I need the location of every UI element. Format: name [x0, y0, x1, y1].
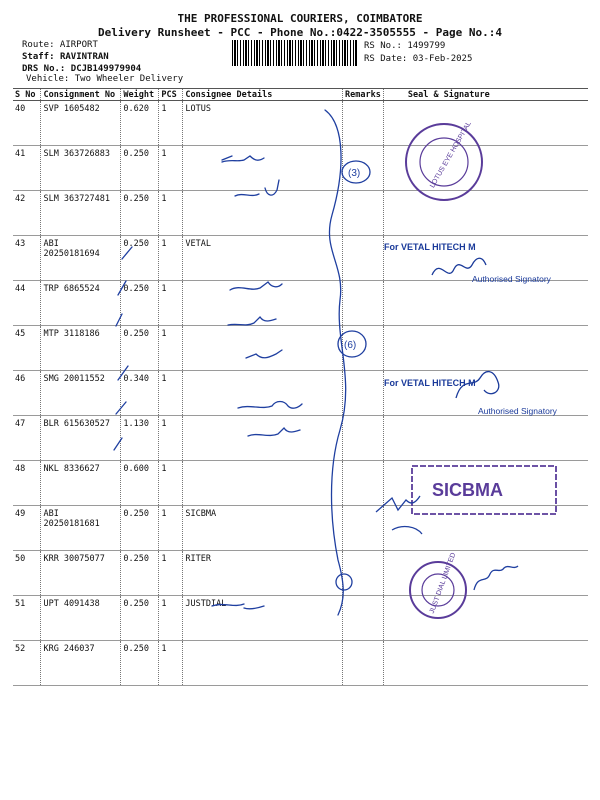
- cell-weight: 0.250: [121, 326, 159, 371]
- cell-weight: 0.250: [121, 281, 159, 326]
- cell-consignment: SVP 1605482: [41, 101, 121, 146]
- cell-pcs: 1: [159, 191, 183, 236]
- cell-consignee: [183, 281, 343, 326]
- cell-pcs: 1: [159, 416, 183, 461]
- cell-consignee: [183, 416, 343, 461]
- barcode: [232, 40, 358, 66]
- table-row: [13, 281, 588, 326]
- cell-pcs: 1: [159, 326, 183, 371]
- cell-remarks: [343, 101, 384, 146]
- cell-sno: 46: [13, 371, 41, 416]
- cell-consignment: SLM 363727481: [41, 191, 121, 236]
- cell-remarks: [343, 371, 384, 416]
- cell-sno: 52: [13, 641, 41, 686]
- col-header-remarks: Remarks: [343, 89, 384, 101]
- cell-remarks: [343, 281, 384, 326]
- drs-label: DRS No.:: [22, 64, 66, 74]
- cell-seal: [383, 641, 588, 686]
- cell-seal: [383, 146, 588, 191]
- cell-consignee: [183, 146, 343, 191]
- col-header-sno: S No: [13, 89, 41, 101]
- cell-weight: 0.250: [121, 236, 159, 281]
- table-row: [13, 506, 588, 551]
- cell-seal: [383, 596, 588, 641]
- cell-sno: 49: [13, 506, 41, 551]
- cell-consignment: TRP 6865524: [41, 281, 121, 326]
- col-header-pcs: PCS: [159, 89, 183, 101]
- route-label: Route: AIRPORT: [22, 40, 98, 50]
- cell-sno: 45: [13, 326, 41, 371]
- company-title: THE PROFESSIONAL COURIERS, COIMBATORE: [177, 12, 423, 25]
- vetal-stamp-2-sub: Authorised Signatory: [478, 406, 557, 416]
- cell-consignee: [183, 326, 343, 371]
- col-header-consignment: Consignment No: [41, 89, 121, 101]
- table-row: [13, 461, 588, 506]
- cell-consignee: [183, 641, 343, 686]
- cell-pcs: 1: [159, 371, 183, 416]
- rs-number: RS No.: 1499799: [364, 41, 446, 51]
- cell-weight: 0.250: [121, 191, 159, 236]
- drs-value: DCJB149979904: [70, 64, 142, 74]
- cell-consignee: LOTUS: [183, 101, 343, 146]
- cell-consignment: SMG 20011552: [41, 371, 121, 416]
- table-row: [13, 416, 588, 461]
- table-row: [13, 326, 588, 371]
- cell-seal: [383, 461, 588, 506]
- cell-weight: 0.250: [121, 506, 159, 551]
- vehicle-label: Vehicle: Two Wheeler Delivery: [26, 74, 184, 84]
- cell-consignee: JUSTDIAL: [183, 596, 343, 641]
- table-row: [13, 101, 588, 146]
- cell-weight: 0.600: [121, 461, 159, 506]
- justdial-seal-text: JUST DIAL LIMITED: [428, 551, 458, 615]
- cell-sno: 47: [13, 416, 41, 461]
- cell-consignee: RITER: [183, 551, 343, 596]
- cell-weight: 0.250: [121, 641, 159, 686]
- cell-remarks: [343, 146, 384, 191]
- cell-sno: 44: [13, 281, 41, 326]
- vetal-stamp-2-text: For VETAL HITECH M: [384, 378, 476, 388]
- cell-consignment: KRG 246037: [41, 641, 121, 686]
- cell-pcs: 1: [159, 596, 183, 641]
- cell-consignee: VETAL: [183, 236, 343, 281]
- cell-sno: 43: [13, 236, 41, 281]
- cell-pcs: 1: [159, 281, 183, 326]
- cell-pcs: 1: [159, 236, 183, 281]
- cell-sno: 41: [13, 146, 41, 191]
- staff-line: [22, 52, 109, 62]
- cell-weight: 0.250: [121, 596, 159, 641]
- table-row: [13, 236, 588, 281]
- cell-consignment: UPT 4091438: [41, 596, 121, 641]
- cell-sno: 50: [13, 551, 41, 596]
- col-header-consignee: Consignee Details: [183, 89, 343, 101]
- table-row: [13, 641, 588, 686]
- cell-consignment: SLM 363726883: [41, 146, 121, 191]
- cell-consignee: [183, 461, 343, 506]
- cell-weight: 0.250: [121, 551, 159, 596]
- cell-remarks: [343, 506, 384, 551]
- cell-weight: 0.250: [121, 146, 159, 191]
- runsheet-subtitle: Delivery Runsheet - PCC - Phone No.:0422-3505555 - Page No.:4: [98, 26, 502, 39]
- table-row: [13, 191, 588, 236]
- cell-seal: [383, 506, 588, 551]
- table-row: [13, 596, 588, 641]
- cell-sno: 40: [13, 101, 41, 146]
- cell-remarks: [343, 461, 384, 506]
- cell-seal: [383, 551, 588, 596]
- cell-weight: 1.130: [121, 416, 159, 461]
- table-header-row: [13, 89, 588, 101]
- cell-consignment: NKL 8336627: [41, 461, 121, 506]
- cell-pcs: 1: [159, 101, 183, 146]
- cell-seal: [383, 326, 588, 371]
- table-row: [13, 146, 588, 191]
- cell-pcs: 1: [159, 506, 183, 551]
- vetal-stamp-1-text: For VETAL HITECH M: [384, 242, 476, 252]
- staff-label: Staff:: [22, 52, 55, 62]
- table-row: [13, 371, 588, 416]
- cell-remarks: [343, 551, 384, 596]
- remark-mark-row41: (3): [348, 168, 361, 179]
- rs-date: RS Date: 03-Feb-2025: [364, 54, 473, 64]
- cell-consignee: SICBMA: [183, 506, 343, 551]
- cell-sno: 51: [13, 596, 41, 641]
- cell-weight: 0.620: [121, 101, 159, 146]
- cell-seal: [383, 101, 588, 146]
- col-header-seal: Seal & Signature: [383, 89, 588, 101]
- cell-remarks: [343, 416, 384, 461]
- cell-weight: 0.340: [121, 371, 159, 416]
- cell-consignment: BLR 615630527: [41, 416, 121, 461]
- cell-sno: 42: [13, 191, 41, 236]
- cell-remarks: [343, 191, 384, 236]
- cell-remarks: [343, 596, 384, 641]
- cell-consignment: KRR 30075077: [41, 551, 121, 596]
- runsheet-table: [13, 88, 588, 686]
- table-row: [13, 551, 588, 596]
- cell-remarks: [343, 326, 384, 371]
- cell-seal: [383, 371, 588, 416]
- drs-line: [22, 64, 141, 74]
- cell-pcs: 1: [159, 146, 183, 191]
- cell-consignee: [183, 191, 343, 236]
- cell-seal: [383, 416, 588, 461]
- cell-seal: [383, 191, 588, 236]
- cell-seal: [383, 281, 588, 326]
- cell-pcs: 1: [159, 461, 183, 506]
- hospital-seal-text: LOTUS EYE HOSPITAL: [429, 120, 473, 190]
- remark-mark-row46: (6): [344, 340, 357, 351]
- cell-pcs: 1: [159, 641, 183, 686]
- cell-seal: [383, 236, 588, 281]
- cell-sno: 48: [13, 461, 41, 506]
- cell-consignment: MTP 3118186: [41, 326, 121, 371]
- cell-remarks: [343, 641, 384, 686]
- cell-consignee: [183, 371, 343, 416]
- sicbma-stamp-text: SICBMA: [432, 480, 503, 500]
- cell-consignment: ABI 20250181681: [41, 506, 121, 551]
- cell-consignment: ABI 20250181694: [41, 236, 121, 281]
- staff-value: RAVINTRAN: [59, 52, 109, 62]
- col-header-weight: Weight: [121, 89, 159, 101]
- vetal-stamp-1-sub: Authorised Signatory: [472, 274, 551, 284]
- cell-pcs: 1: [159, 551, 183, 596]
- cell-remarks: [343, 236, 384, 281]
